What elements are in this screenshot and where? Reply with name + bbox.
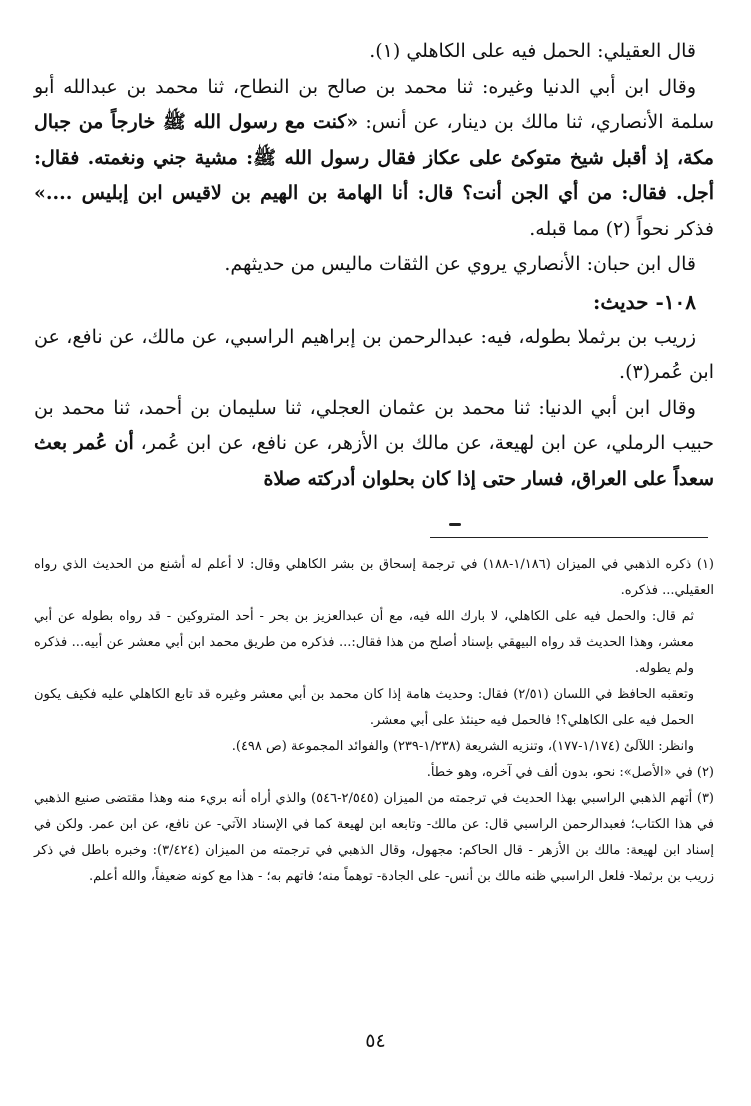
footnote-1-continuation: ثم قال: والحمل فيه على الكاهلي، لا بارك الله فيه، مع أن عبدالعزيز بن بحر - أحد المتروكين - قد رواه بطوله عن أبي معشر، وهذا الحديث قد رواه البيهقي بإسناد أصلح من هذا فقال:... فذكره من طريق محمد ابن أبي معشر عن أبيه... فذكره ولم يطوله.	[34, 609, 694, 676]
paragraph-1: قال العقيلي: الحمل فيه على الكاهلي (١).	[369, 40, 696, 62]
footnote-1-continuation: وتعقبه الحافظ في اللسان (٢/٥١) فقال: وحديث هامة إذا كان محمد بن أبي معشر وغيره قد تابع الكاهلي عليه فكيف يكون الحمل فيه على الكاهلي؟! فالحمل فيه حينئذ على أبي معشر.	[34, 687, 695, 728]
separator-mark	[449, 523, 461, 526]
paragraph-2-bold-quote: «كنت مع رسول الله ﷺ خارجاً من جبال مكة، إذ أقبل شيخ متوكئ على عكاز فقال رسول الله ﷺ: مشية جني ونغمته. فقال: أجل. فقال: من أي الجن أنت؟ قال: أنا الهامة بن الهيم بن لاقيس ابن إبليس ....»	[34, 111, 714, 204]
paragraph-5	[34, 391, 714, 498]
paragraph-5-plain: وقال ابن أبي الدنيا: ثنا محمد بن عثمان العجلي، ثنا سليمان بن أحمد، ثنا محمد بن حبيب الرملي، عن ابن لهيعة، عن مالك بن الأزهر، عن نافع، عن ابن عُمر،	[34, 396, 714, 454]
paragraph-2-plain: وقال ابن أبي الدنيا وغيره: ثنا محمد بن صالح بن النطاح، ثنا محمد بن عبدالله أبو سلمة الأنصاري، ثنا مالك بن دينار، عن أنس:	[34, 75, 714, 133]
paragraph-2-tail: فذكر نحواً (٢) مما قبله.	[529, 217, 714, 240]
page-number: ٥٤	[365, 1030, 386, 1052]
paragraph-2	[34, 70, 714, 248]
footnote-separator	[430, 537, 708, 538]
paragraph-3: قال ابن حبان: الأنصاري يروي عن الثقات ماليس من حديثهم.	[224, 253, 696, 275]
footnote-3: (٣) أتهم الذهبي الراسبي بهذا الحديث في ترجمته من الميزان (٢/٥٤٥-٥٤٦) والذي أراه أنه بريء منه وهذا مقتضى صنيع الذهبي في هذا الكتاب؛ فعبدالرحمن الراسبي قال: عن مالك- وتابعه ابن لهيعة كما في الإسناد الآتي- عن نافع، عن ابن عمر. ولكن في إسناد ابن لهيعة: مالك بن الأزهر - قال الحاكم: مجهول، وقال الذهبي في ترجمته من الميزان (٣/٤٢٤): وخبره باطل في ذكر زريب بن برثملا- فلعل الراسبي ظنه مالك بن أنس- على الجادة- توهماً منه؛ فاتهم به؛ - هذا مع كونه ضعيفاً، والله أعلم.	[34, 791, 714, 884]
footnote-2: (٢) في «الأصل»: نحو، بدون ألف في آخره، وهو خطأ.	[426, 765, 714, 780]
paragraph-5-bold: أن عُمر بعث سعداً على العراق، فسار حتى إذا كان بحلوان أدركته صلاة	[34, 432, 714, 490]
footnote-1-continuation: وانظر: اللآلئ (١/١٧٤-١٧٧)، وتنزيه الشريعة (١/٢٣٨-٢٣٩) والفوائد المجموعة (ص ٤٩٨).	[231, 739, 694, 754]
footnote-1: (١) ذكره الذهبي في الميزان (١/١٨٦-١٨٨) في ترجمة إسحاق بن بشر الكاهلي وقال: لا أعلم له أشنع من الحديث الذي رواه العقيلي... فذكره.	[34, 557, 714, 598]
main-text	[34, 34, 714, 497]
paragraph-4: زريب بن برثملا بطوله، فيه: عبدالرحمن بن إبراهيم الراسبي، عن مالك، عن نافع، عن ابن عُمر(٣).	[34, 325, 714, 383]
hadith-heading: ١٠٨- حديث:	[593, 289, 696, 314]
footnotes	[34, 552, 714, 890]
